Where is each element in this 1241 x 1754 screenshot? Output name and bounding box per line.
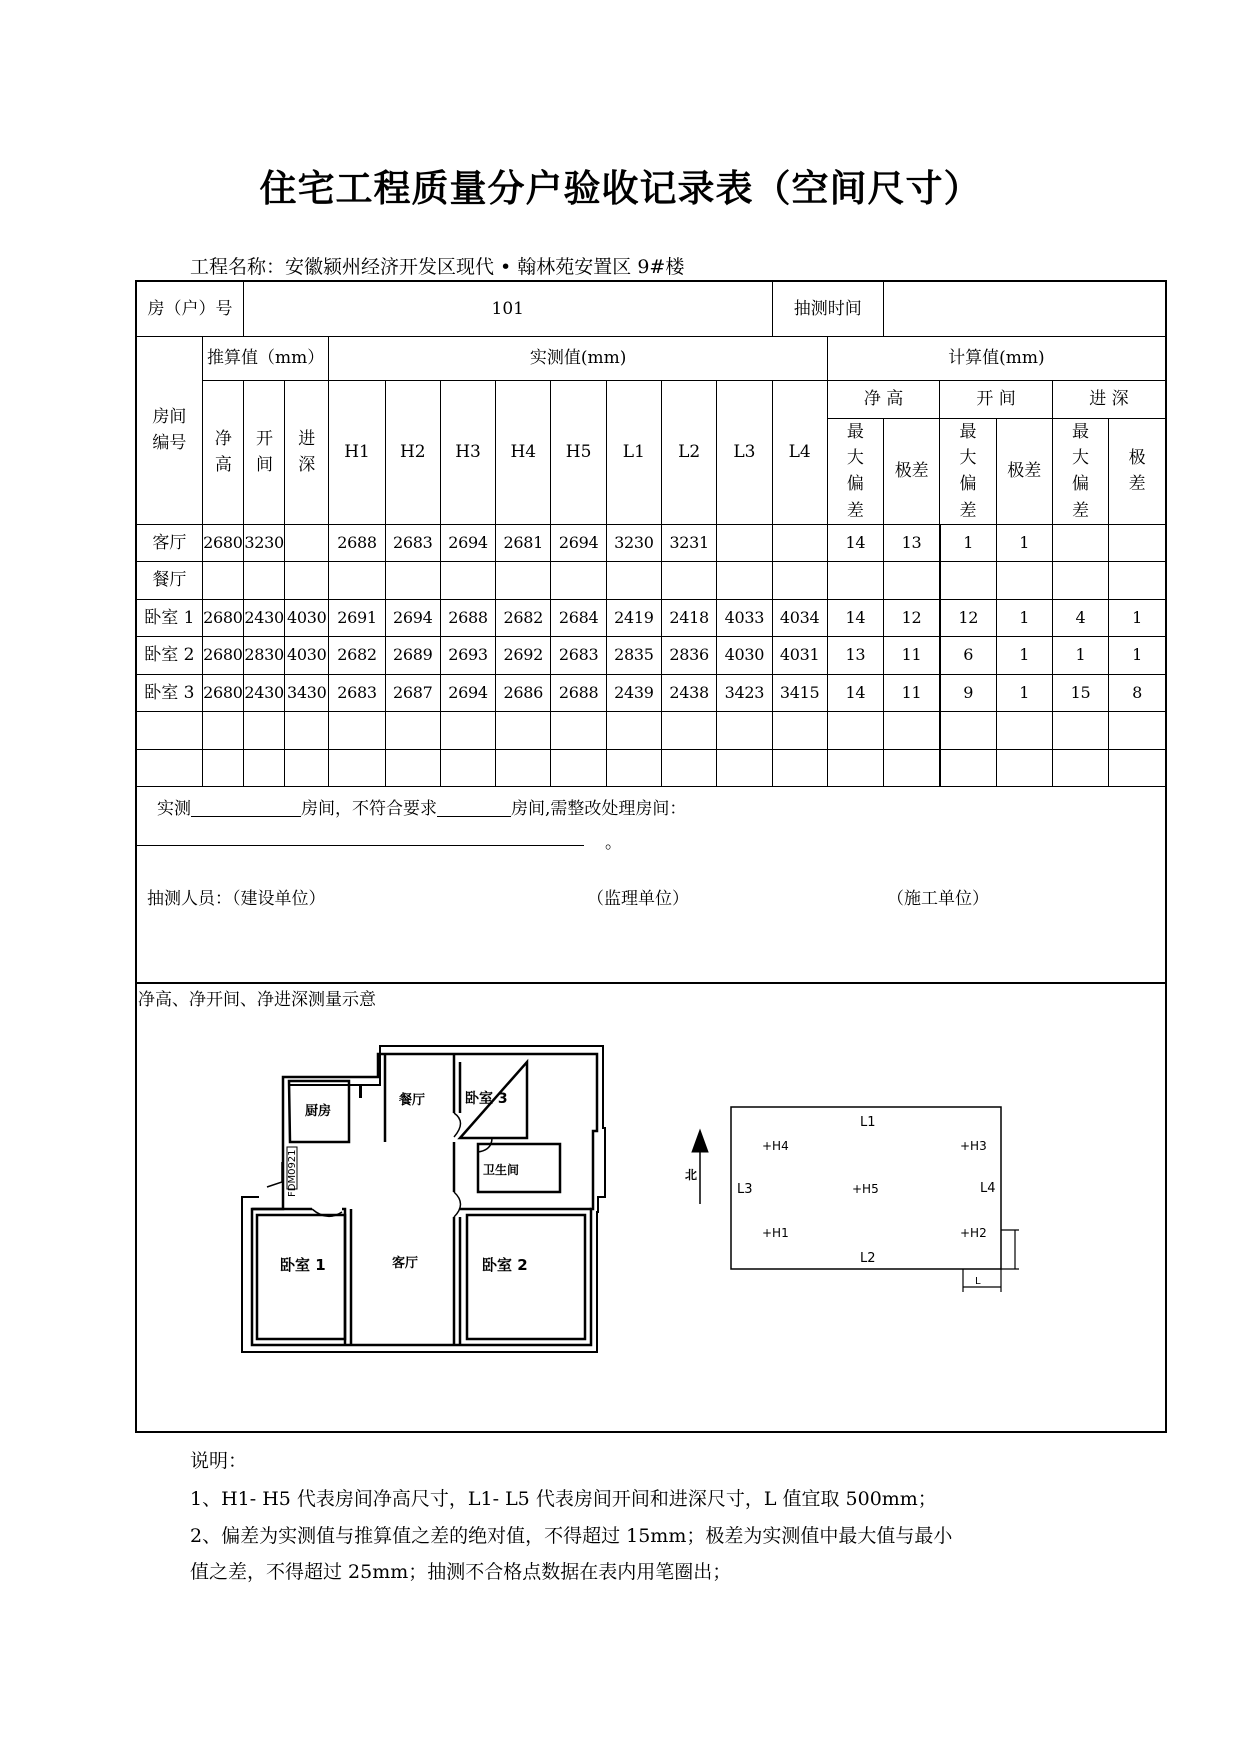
value-cell — [661, 712, 716, 750]
value-cell — [996, 712, 1052, 750]
value-cell: 1 — [996, 674, 1052, 712]
value-cell — [385, 712, 440, 750]
value-cell: 15 — [1052, 674, 1108, 712]
value-cell: 2683 — [385, 524, 440, 562]
value-cell: 11 — [884, 637, 940, 675]
line-label-l4: L4 — [980, 1181, 996, 1196]
value-cell: 11 — [884, 674, 940, 712]
value-cell: 8 — [1109, 674, 1165, 712]
value-cell: 13 — [884, 524, 940, 562]
offset-label: L — [975, 1276, 981, 1287]
group-net-width: 开 间 — [940, 380, 1053, 418]
value-cell: 2688 — [551, 674, 606, 712]
value-cell — [1052, 712, 1108, 750]
value-cell: 12 — [884, 599, 940, 637]
value-cell — [717, 712, 772, 750]
value-cell: 14 — [827, 524, 883, 562]
col-l1: L1 — [606, 380, 661, 524]
point-h1: +H1 — [762, 1226, 789, 1240]
record-form — [135, 280, 1167, 1433]
value-cell: 2684 — [551, 599, 606, 637]
measurement-table — [137, 282, 1165, 787]
value-cell: 2694 — [551, 524, 606, 562]
value-cell — [329, 712, 385, 750]
floor-plan — [242, 1046, 605, 1352]
value-cell — [772, 562, 827, 600]
value-cell: 2682 — [496, 599, 551, 637]
value-cell — [244, 562, 285, 600]
value-cell: 2694 — [440, 674, 495, 712]
value-cell — [440, 562, 495, 600]
value-cell: 2835 — [606, 637, 661, 675]
col-max-dev: 最大偏差 — [940, 418, 996, 524]
value-cell: 1 — [996, 524, 1052, 562]
notes-heading: 说明： — [190, 1450, 248, 1472]
table-row — [137, 562, 1165, 600]
north-arrow — [692, 1130, 708, 1204]
blank-measured-count — [191, 798, 301, 817]
line-label-l3: L3 — [737, 1182, 753, 1197]
value-cell: 2681 — [496, 524, 551, 562]
room-name-cell: 餐厅 — [137, 562, 202, 600]
est-header-height: 净高 — [202, 380, 243, 524]
value-cell: 2691 — [329, 599, 385, 637]
value-cell — [996, 562, 1052, 600]
value-cell: 2430 — [244, 674, 285, 712]
est-header-depth: 进深 — [285, 380, 329, 524]
value-cell: 2438 — [661, 674, 716, 712]
value-cell: 4034 — [772, 599, 827, 637]
value-cell — [884, 562, 940, 600]
room-name-cell: 卧室 2 — [137, 637, 202, 675]
value-cell — [884, 712, 940, 750]
table-row — [137, 674, 1165, 712]
value-cell: 4 — [1052, 599, 1108, 637]
est-header-width: 开间 — [244, 380, 285, 524]
value-cell: 1 — [1052, 637, 1108, 675]
point-h5: +H5 — [852, 1182, 879, 1196]
value-cell: 2419 — [606, 599, 661, 637]
room-label-living: 客厅 — [392, 1256, 419, 1271]
col-max-dev: 最大偏差 — [827, 418, 883, 524]
value-cell — [202, 562, 243, 600]
note-line-1: 1、H1- H5 代表房间净高尺寸，L1- L5 代表房间开间和进深尺寸，L 值宜取 500mm； — [190, 1488, 937, 1510]
col-max-dev: 最大偏差 — [1052, 418, 1108, 524]
unit-label: 房（户）号 — [137, 282, 244, 336]
summary-prefix: 实测 — [157, 799, 191, 819]
col-h2: H2 — [385, 380, 440, 524]
value-cell — [1052, 562, 1108, 600]
value-cell — [661, 562, 716, 600]
blank-failed-count — [437, 798, 511, 817]
value-cell: 3415 — [772, 674, 827, 712]
table-row — [137, 524, 1165, 562]
time-label: 抽测时间 — [772, 282, 884, 336]
blank-rework-rooms — [137, 845, 584, 846]
supervision-label: （监理单位） — [587, 889, 689, 909]
col-l4: L4 — [772, 380, 827, 524]
value-cell — [440, 712, 495, 750]
value-cell: 1 — [996, 599, 1052, 637]
diagram-caption: 净高、净开间、净进深测量示意 — [138, 990, 376, 1010]
value-cell — [606, 562, 661, 600]
computed-header: 计算值(mm) — [827, 336, 1165, 380]
summary-suffix: 房间,需整改处理房间： — [511, 799, 687, 819]
col-l3: L3 — [717, 380, 772, 524]
value-cell: 3423 — [717, 674, 772, 712]
col-l2: L2 — [661, 380, 716, 524]
value-cell: 2689 — [385, 637, 440, 675]
col-h4: H4 — [496, 380, 551, 524]
time-value — [884, 282, 1165, 336]
inspectors-label: 抽测人员：（建设单位） — [147, 889, 326, 909]
summary-end-mark: 。 — [605, 833, 622, 853]
value-cell — [827, 712, 883, 750]
value-cell — [496, 712, 551, 750]
value-cell — [606, 712, 661, 750]
point-h2: +H2 — [960, 1226, 987, 1240]
value-cell: 3230 — [606, 524, 661, 562]
value-cell: 4033 — [717, 599, 772, 637]
construction-label: （施工单位） — [887, 889, 989, 909]
door-label: FDM0921 — [287, 1149, 298, 1197]
summary-line — [157, 794, 686, 819]
room-label-kitchen: 厨房 — [305, 1104, 332, 1119]
value-cell — [285, 524, 329, 562]
value-cell: 2692 — [496, 637, 551, 675]
value-cell: 2688 — [329, 524, 385, 562]
value-cell: 14 — [827, 599, 883, 637]
value-cell: 6 — [940, 637, 996, 675]
value-cell: 4030 — [285, 637, 329, 675]
value-cell: 3231 — [661, 524, 716, 562]
value-cell: 2683 — [551, 637, 606, 675]
value-cell: 2694 — [440, 524, 495, 562]
point-h3: +H3 — [960, 1139, 987, 1153]
value-cell — [940, 712, 996, 750]
estimated-header: 推算值（mm） — [202, 336, 329, 380]
value-cell: 1 — [1109, 599, 1165, 637]
group-net-height: 净 高 — [827, 380, 940, 418]
value-cell: 2686 — [496, 674, 551, 712]
value-cell: 2693 — [440, 637, 495, 675]
value-cell: 2683 — [329, 674, 385, 712]
value-cell: 2418 — [661, 599, 716, 637]
project-name: 工程名称：安徽颍州经济开发区现代 • 翰林苑安置区 9#楼 — [190, 256, 685, 278]
point-h4: +H4 — [762, 1139, 789, 1153]
value-cell — [1109, 562, 1165, 600]
value-cell — [551, 562, 606, 600]
value-cell — [717, 524, 772, 562]
value-cell: 3430 — [285, 674, 329, 712]
value-cell: 12 — [940, 599, 996, 637]
room-name-cell: 卧室 1 — [137, 599, 202, 637]
value-cell: 2680 — [202, 599, 243, 637]
value-cell: 2680 — [202, 674, 243, 712]
room-label-dining: 餐厅 — [399, 1093, 426, 1108]
value-cell: 2439 — [606, 674, 661, 712]
value-cell — [285, 562, 329, 600]
value-cell — [285, 712, 329, 750]
value-cell — [202, 712, 243, 750]
note-line-3: 值之差，不得超过 25mm；抽测不合格点数据在表内用笔圈出； — [190, 1561, 732, 1583]
value-cell — [827, 562, 883, 600]
room-name-cell — [137, 712, 202, 750]
room-label-bedroom3: 卧室 3 — [465, 1091, 508, 1107]
room-label-bedroom2: 卧室 2 — [482, 1256, 528, 1274]
col-h1: H1 — [329, 380, 385, 524]
value-cell — [496, 562, 551, 600]
value-cell: 4030 — [285, 599, 329, 637]
room-id-header: 房间编号 — [137, 336, 202, 524]
value-cell: 14 — [827, 674, 883, 712]
north-label: 北 — [685, 1168, 698, 1182]
diagram-section — [137, 982, 1165, 1431]
value-cell: 2694 — [385, 599, 440, 637]
value-cell: 2688 — [440, 599, 495, 637]
value-cell: 9 — [940, 674, 996, 712]
value-cell: 1 — [1109, 637, 1165, 675]
line-label-l1: L1 — [860, 1115, 876, 1130]
value-cell: 4030 — [717, 637, 772, 675]
value-cell: 2830 — [244, 637, 285, 675]
floor-plan-diagram — [137, 982, 1165, 1431]
value-cell — [1109, 712, 1165, 750]
value-cell: 13 — [827, 637, 883, 675]
value-cell: 2687 — [385, 674, 440, 712]
col-range: 极差 — [996, 418, 1052, 524]
value-cell: 2682 — [329, 637, 385, 675]
summary-mid: 房间，不符合要求 — [301, 799, 437, 819]
line-label-l2: L2 — [860, 1251, 876, 1266]
value-cell: 1 — [940, 524, 996, 562]
note-line-2: 2、偏差为实测值与推算值之差的绝对值，不得超过 15mm；极差为实测值中最大值与最小 — [190, 1525, 953, 1547]
table-row — [137, 637, 1165, 675]
col-range: 极差 — [884, 418, 940, 524]
value-cell — [940, 562, 996, 600]
value-cell — [385, 562, 440, 600]
col-range: 极差 — [1109, 418, 1165, 524]
value-cell — [717, 562, 772, 600]
room-label-bathroom: 卫生间 — [483, 1163, 520, 1177]
room-name-cell: 卧室 3 — [137, 674, 202, 712]
value-cell: 2836 — [661, 637, 716, 675]
value-cell: 2680 — [202, 637, 243, 675]
page-title: 住宅工程质量分户验收记录表（空间尺寸） — [259, 166, 982, 210]
value-cell — [329, 562, 385, 600]
unit-value: 101 — [244, 282, 773, 336]
group-net-depth: 进 深 — [1052, 380, 1165, 418]
value-cell — [1052, 524, 1108, 562]
value-cell: 2680 — [202, 524, 243, 562]
measured-header: 实测值(mm) — [329, 336, 827, 380]
value-cell: 1 — [996, 637, 1052, 675]
value-cell — [772, 524, 827, 562]
value-cell: 3230 — [244, 524, 285, 562]
value-cell — [772, 712, 827, 750]
value-cell: 2430 — [244, 599, 285, 637]
room-name-cell: 客厅 — [137, 524, 202, 562]
col-h5: H5 — [551, 380, 606, 524]
value-cell: 4031 — [772, 637, 827, 675]
value-cell — [551, 712, 606, 750]
room-label-bedroom1: 卧室 1 — [280, 1256, 326, 1274]
table-row — [137, 712, 1165, 750]
table-row — [137, 599, 1165, 637]
summary-section — [137, 754, 1165, 984]
col-h3: H3 — [440, 380, 495, 524]
value-cell — [244, 712, 285, 750]
value-cell — [1109, 524, 1165, 562]
